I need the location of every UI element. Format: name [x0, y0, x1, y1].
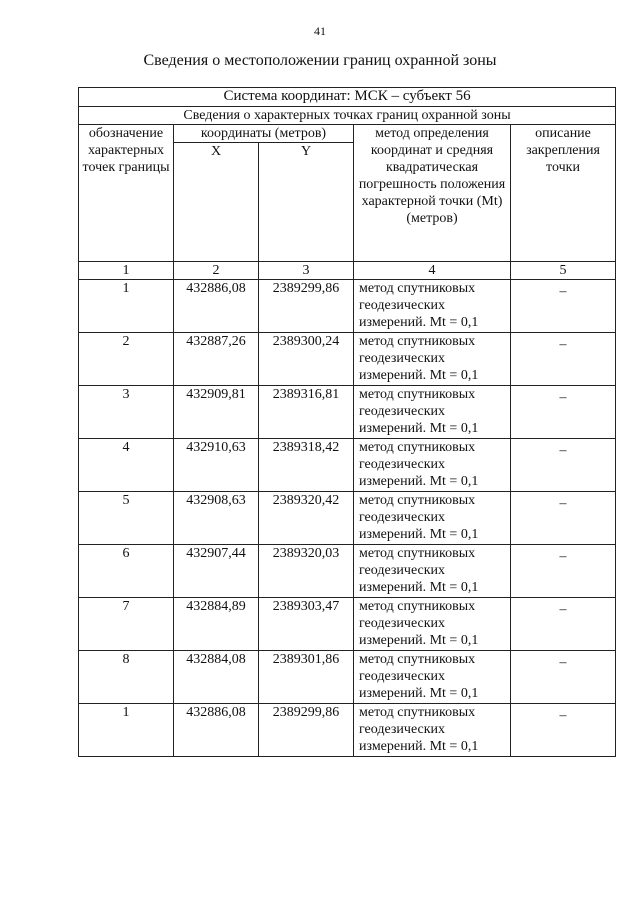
point-number-cell: 4	[79, 439, 174, 492]
dash-mark: –	[559, 337, 567, 352]
table-row	[79, 280, 616, 333]
point-number-cell: 1	[79, 704, 174, 757]
table-row	[79, 598, 616, 651]
method-cell: метод спутниковых геодезических измерений. Mt = 0,1	[354, 439, 511, 492]
method-cell: метод спутниковых геодезических измерений. Mt = 0,1	[354, 598, 511, 651]
coordinate-system-row	[79, 88, 616, 107]
description-cell	[511, 333, 616, 386]
dash-mark: –	[559, 496, 567, 511]
header-row	[79, 125, 616, 143]
table-row	[79, 439, 616, 492]
point-number-cell: 6	[79, 545, 174, 598]
table-row	[79, 704, 616, 757]
description-cell	[511, 280, 616, 333]
dash-mark: –	[559, 284, 567, 299]
column-number: 3	[259, 262, 354, 280]
x-coordinate-cell: 432884,08	[174, 651, 259, 704]
column-number: 4	[354, 262, 511, 280]
y-coordinate-cell: 2389318,42	[259, 439, 354, 492]
column-number-row	[79, 262, 616, 280]
table-row	[79, 545, 616, 598]
description-cell	[511, 386, 616, 439]
dash-mark: –	[559, 655, 567, 670]
method-cell: метод спутниковых геодезических измерений. Mt = 0,1	[354, 545, 511, 598]
y-coordinate-cell: 2389320,42	[259, 492, 354, 545]
description-cell	[511, 492, 616, 545]
description-cell	[511, 545, 616, 598]
header-description: описание закрепления точки	[511, 125, 616, 262]
table-body	[79, 88, 616, 757]
y-coordinate-cell: 2389300,24	[259, 333, 354, 386]
table-row	[79, 333, 616, 386]
method-cell: метод спутниковых геодезических измерений. Mt = 0,1	[354, 492, 511, 545]
table-row	[79, 651, 616, 704]
dash-mark: –	[559, 602, 567, 617]
coordinate-system-cell: Система координат: МСК – субъект 56	[79, 88, 616, 107]
description-cell	[511, 704, 616, 757]
x-coordinate-cell: 432886,08	[174, 280, 259, 333]
header-method: метод определения координат и средняя квадратическая погрешность положения характерной точки (Mt) (метров)	[354, 125, 511, 262]
point-number-cell: 2	[79, 333, 174, 386]
y-coordinate-cell: 2389301,86	[259, 651, 354, 704]
method-cell: метод спутниковых геодезических измерений. Mt = 0,1	[354, 386, 511, 439]
dash-mark: –	[559, 390, 567, 405]
x-coordinate-cell: 432907,44	[174, 545, 259, 598]
y-coordinate-cell: 2389316,81	[259, 386, 354, 439]
y-coordinate-cell: 2389299,86	[259, 704, 354, 757]
y-coordinate-cell: 2389303,47	[259, 598, 354, 651]
table-row	[79, 492, 616, 545]
y-coordinate-cell: 2389320,03	[259, 545, 354, 598]
description-cell	[511, 651, 616, 704]
header-x: X	[174, 143, 259, 262]
dash-mark: –	[559, 708, 567, 723]
description-cell	[511, 439, 616, 492]
point-number-cell: 3	[79, 386, 174, 439]
header-y: Y	[259, 143, 354, 262]
column-number: 2	[174, 262, 259, 280]
point-number-cell: 1	[79, 280, 174, 333]
point-number-cell: 5	[79, 492, 174, 545]
y-coordinate-cell: 2389299,86	[259, 280, 354, 333]
section-title-row	[79, 107, 616, 125]
dash-mark: –	[559, 443, 567, 458]
method-cell: метод спутниковых геодезических измерений. Mt = 0,1	[354, 704, 511, 757]
method-cell: метод спутниковых геодезических измерений. Mt = 0,1	[354, 333, 511, 386]
header-coordinates: координаты (метров)	[174, 125, 354, 143]
boundary-points-table	[78, 87, 616, 757]
column-number: 5	[511, 262, 616, 280]
x-coordinate-cell: 432909,81	[174, 386, 259, 439]
point-number-cell: 7	[79, 598, 174, 651]
x-coordinate-cell: 432884,89	[174, 598, 259, 651]
x-coordinate-cell: 432910,63	[174, 439, 259, 492]
page-title: Сведения о местоположении границ охранной зоны	[143, 52, 497, 69]
dash-mark: –	[559, 549, 567, 564]
section-title-cell: Сведения о характерных точках границ охранной зоны	[79, 107, 616, 125]
x-coordinate-cell: 432886,08	[174, 704, 259, 757]
description-cell	[511, 598, 616, 651]
method-cell: метод спутниковых геодезических измерений. Mt = 0,1	[354, 280, 511, 333]
column-number: 1	[79, 262, 174, 280]
table-row	[79, 386, 616, 439]
header-point-designation: обозначение характерных точек границы	[79, 125, 174, 262]
x-coordinate-cell: 432908,63	[174, 492, 259, 545]
x-coordinate-cell: 432887,26	[174, 333, 259, 386]
method-cell: метод спутниковых геодезических измерений. Mt = 0,1	[354, 651, 511, 704]
page-number: 41	[314, 24, 326, 38]
point-number-cell: 8	[79, 651, 174, 704]
